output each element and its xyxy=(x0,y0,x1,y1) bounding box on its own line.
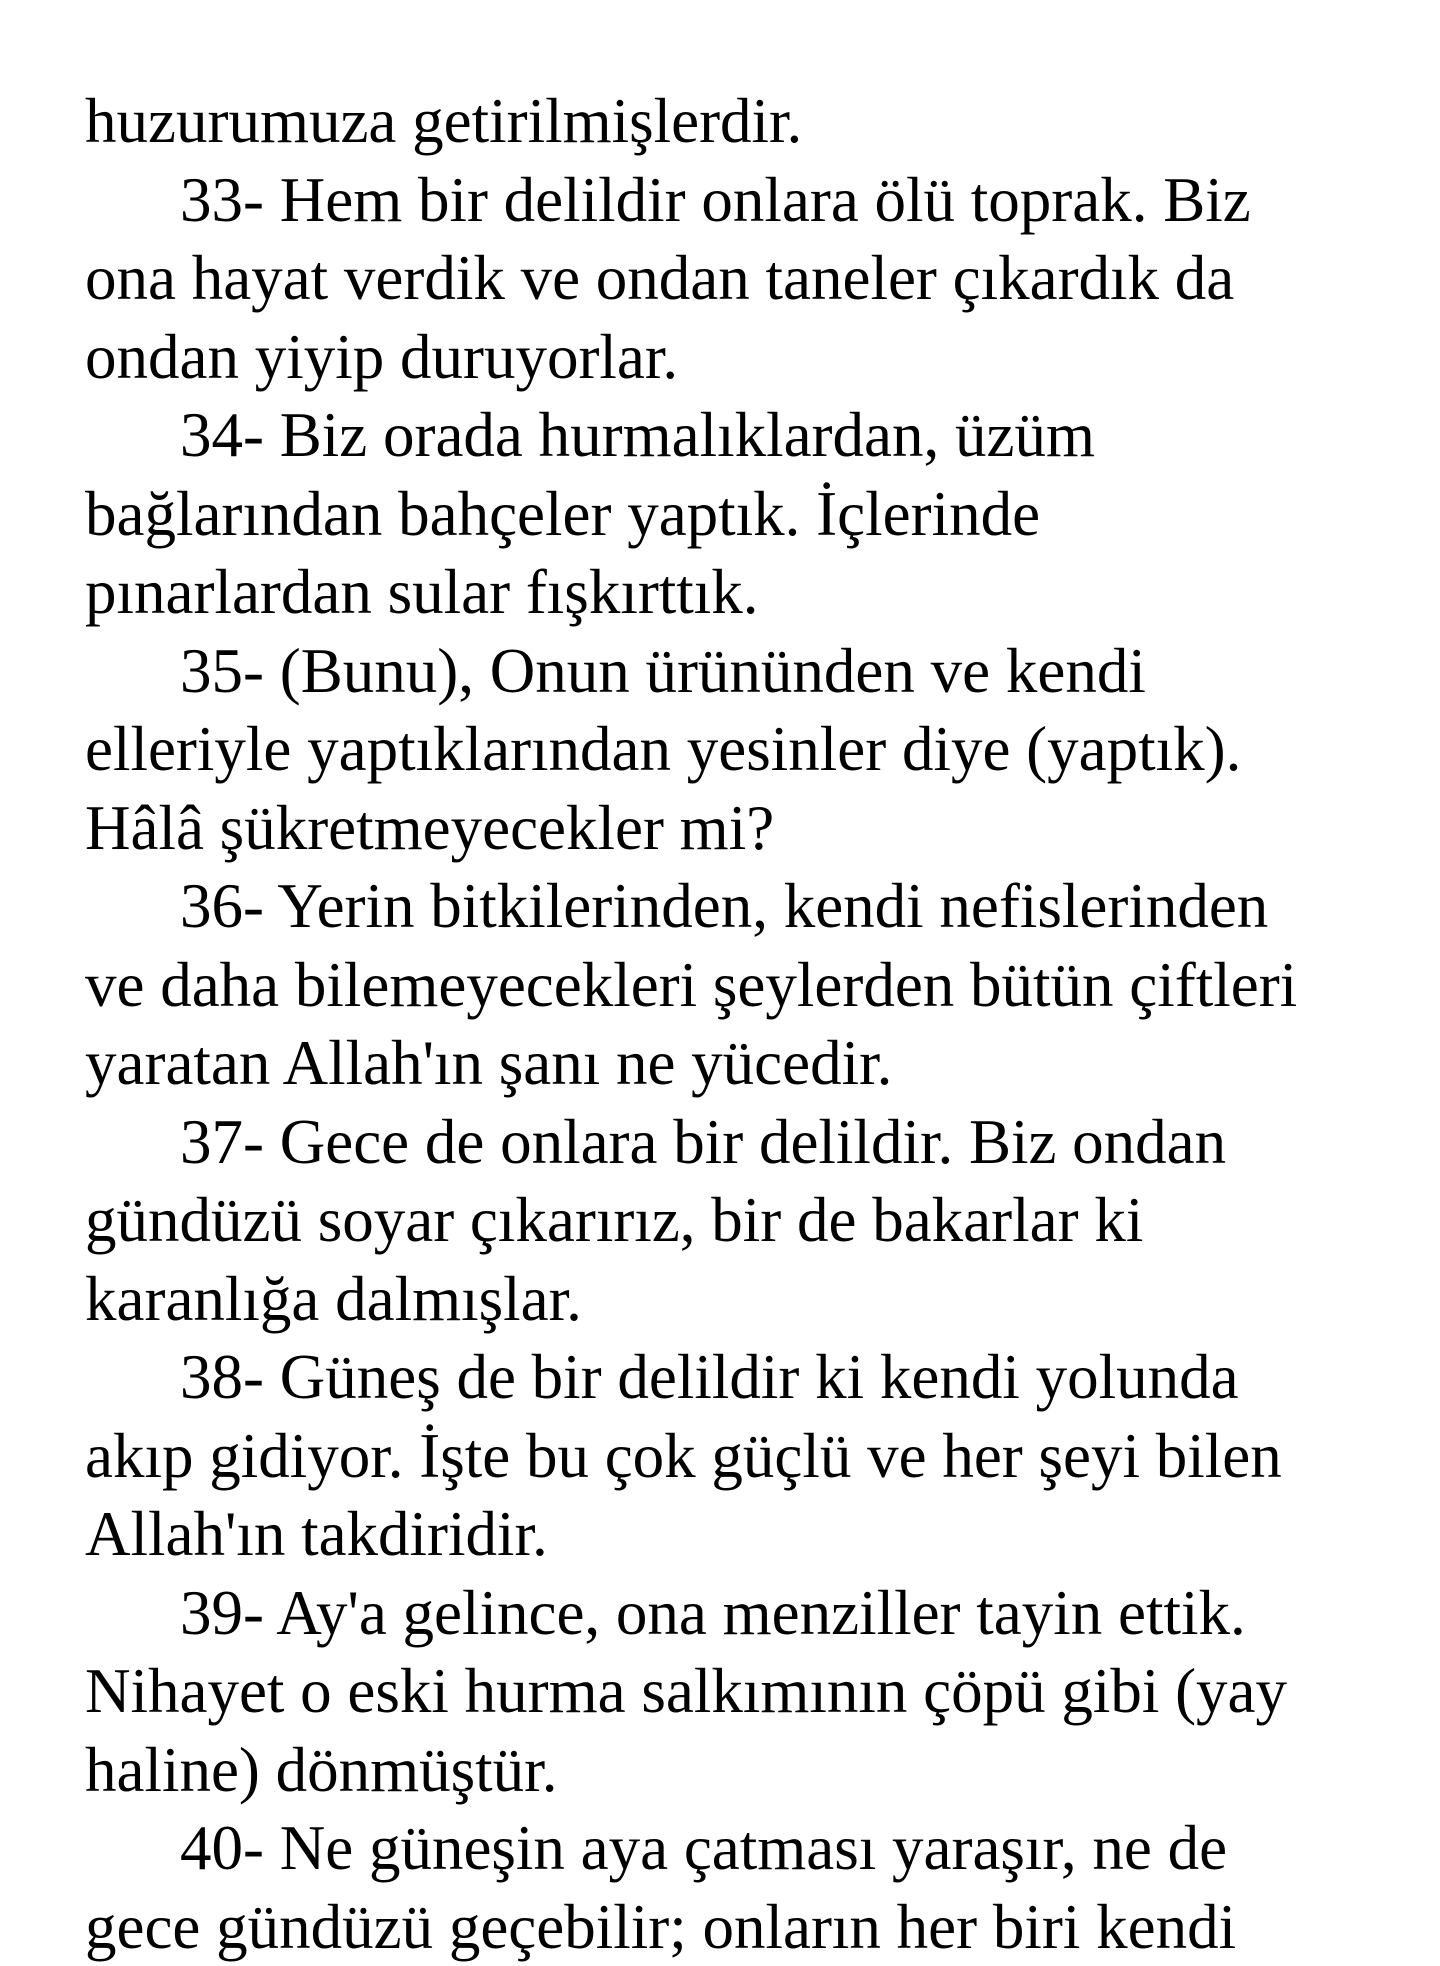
verse-36-line-3: yaratan Allah'ın şanı ne yücedir. xyxy=(85,1024,1385,1103)
verse-38-line-1: 38- Güneş de bir delildir ki kendi yolunda xyxy=(85,1338,1385,1417)
verse-40-line-2: gece gündüzü geçebilir; onların her biri kendi xyxy=(85,1888,1385,1966)
verse-33-line-2: ona hayat verdik ve ondan taneler çıkardık da xyxy=(85,239,1385,318)
verse-34-line-3: pınarlardan sular fışkırttık. xyxy=(85,553,1385,632)
verse-33-line-1: 33- Hem bir delildir onlara ölü toprak. Biz xyxy=(85,161,1385,240)
verse-36-line-2: ve daha bilemeyecekleri şeylerden bütün çiftleri xyxy=(85,946,1385,1025)
verse-39-line-2: Nihayet o eski hurma salkımının çöpü gibi (yay xyxy=(85,1652,1385,1731)
verse-34-line-1: 34- Biz orada hurmalıklardan, üzüm xyxy=(85,396,1385,475)
verse-37-line-3: karanlığa dalmışlar. xyxy=(85,1260,1385,1339)
verse-35-line-1: 35- (Bunu), Onun ürününden ve kendi xyxy=(85,632,1385,711)
verse-36-line-1: 36- Yerin bitkilerinden, kendi nefislerinden xyxy=(85,867,1385,946)
verse-39-line-3: haline) dönmüştür. xyxy=(85,1731,1385,1810)
verse-37-line-2: gündüzü soyar çıkarırız, bir de bakarlar ki xyxy=(85,1181,1385,1260)
verse-35-line-3: Hâlâ şükretmeyecekler mi? xyxy=(85,789,1385,868)
document-page xyxy=(85,82,1385,1966)
verse-38-line-3: Allah'ın takdiridir. xyxy=(85,1495,1385,1574)
text-line-1: huzurumuza getirilmişlerdir. xyxy=(85,82,1385,161)
verse-34-line-2: bağlarından bahçeler yaptık. İçlerinde xyxy=(85,475,1385,554)
verse-35-line-2: elleriyle yaptıklarından yesinler diye (yaptık). xyxy=(85,710,1385,789)
verse-38-line-2: akıp gidiyor. İşte bu çok güçlü ve her şeyi bilen xyxy=(85,1417,1385,1496)
verse-37-line-1: 37- Gece de onlara bir delildir. Biz ondan xyxy=(85,1103,1385,1182)
verse-33-line-3: ondan yiyip duruyorlar. xyxy=(85,318,1385,397)
verse-40-line-1: 40- Ne güneşin aya çatması yaraşır, ne de xyxy=(85,1809,1385,1888)
verse-39-line-1: 39- Ay'a gelince, ona menziller tayin ettik. xyxy=(85,1574,1385,1653)
